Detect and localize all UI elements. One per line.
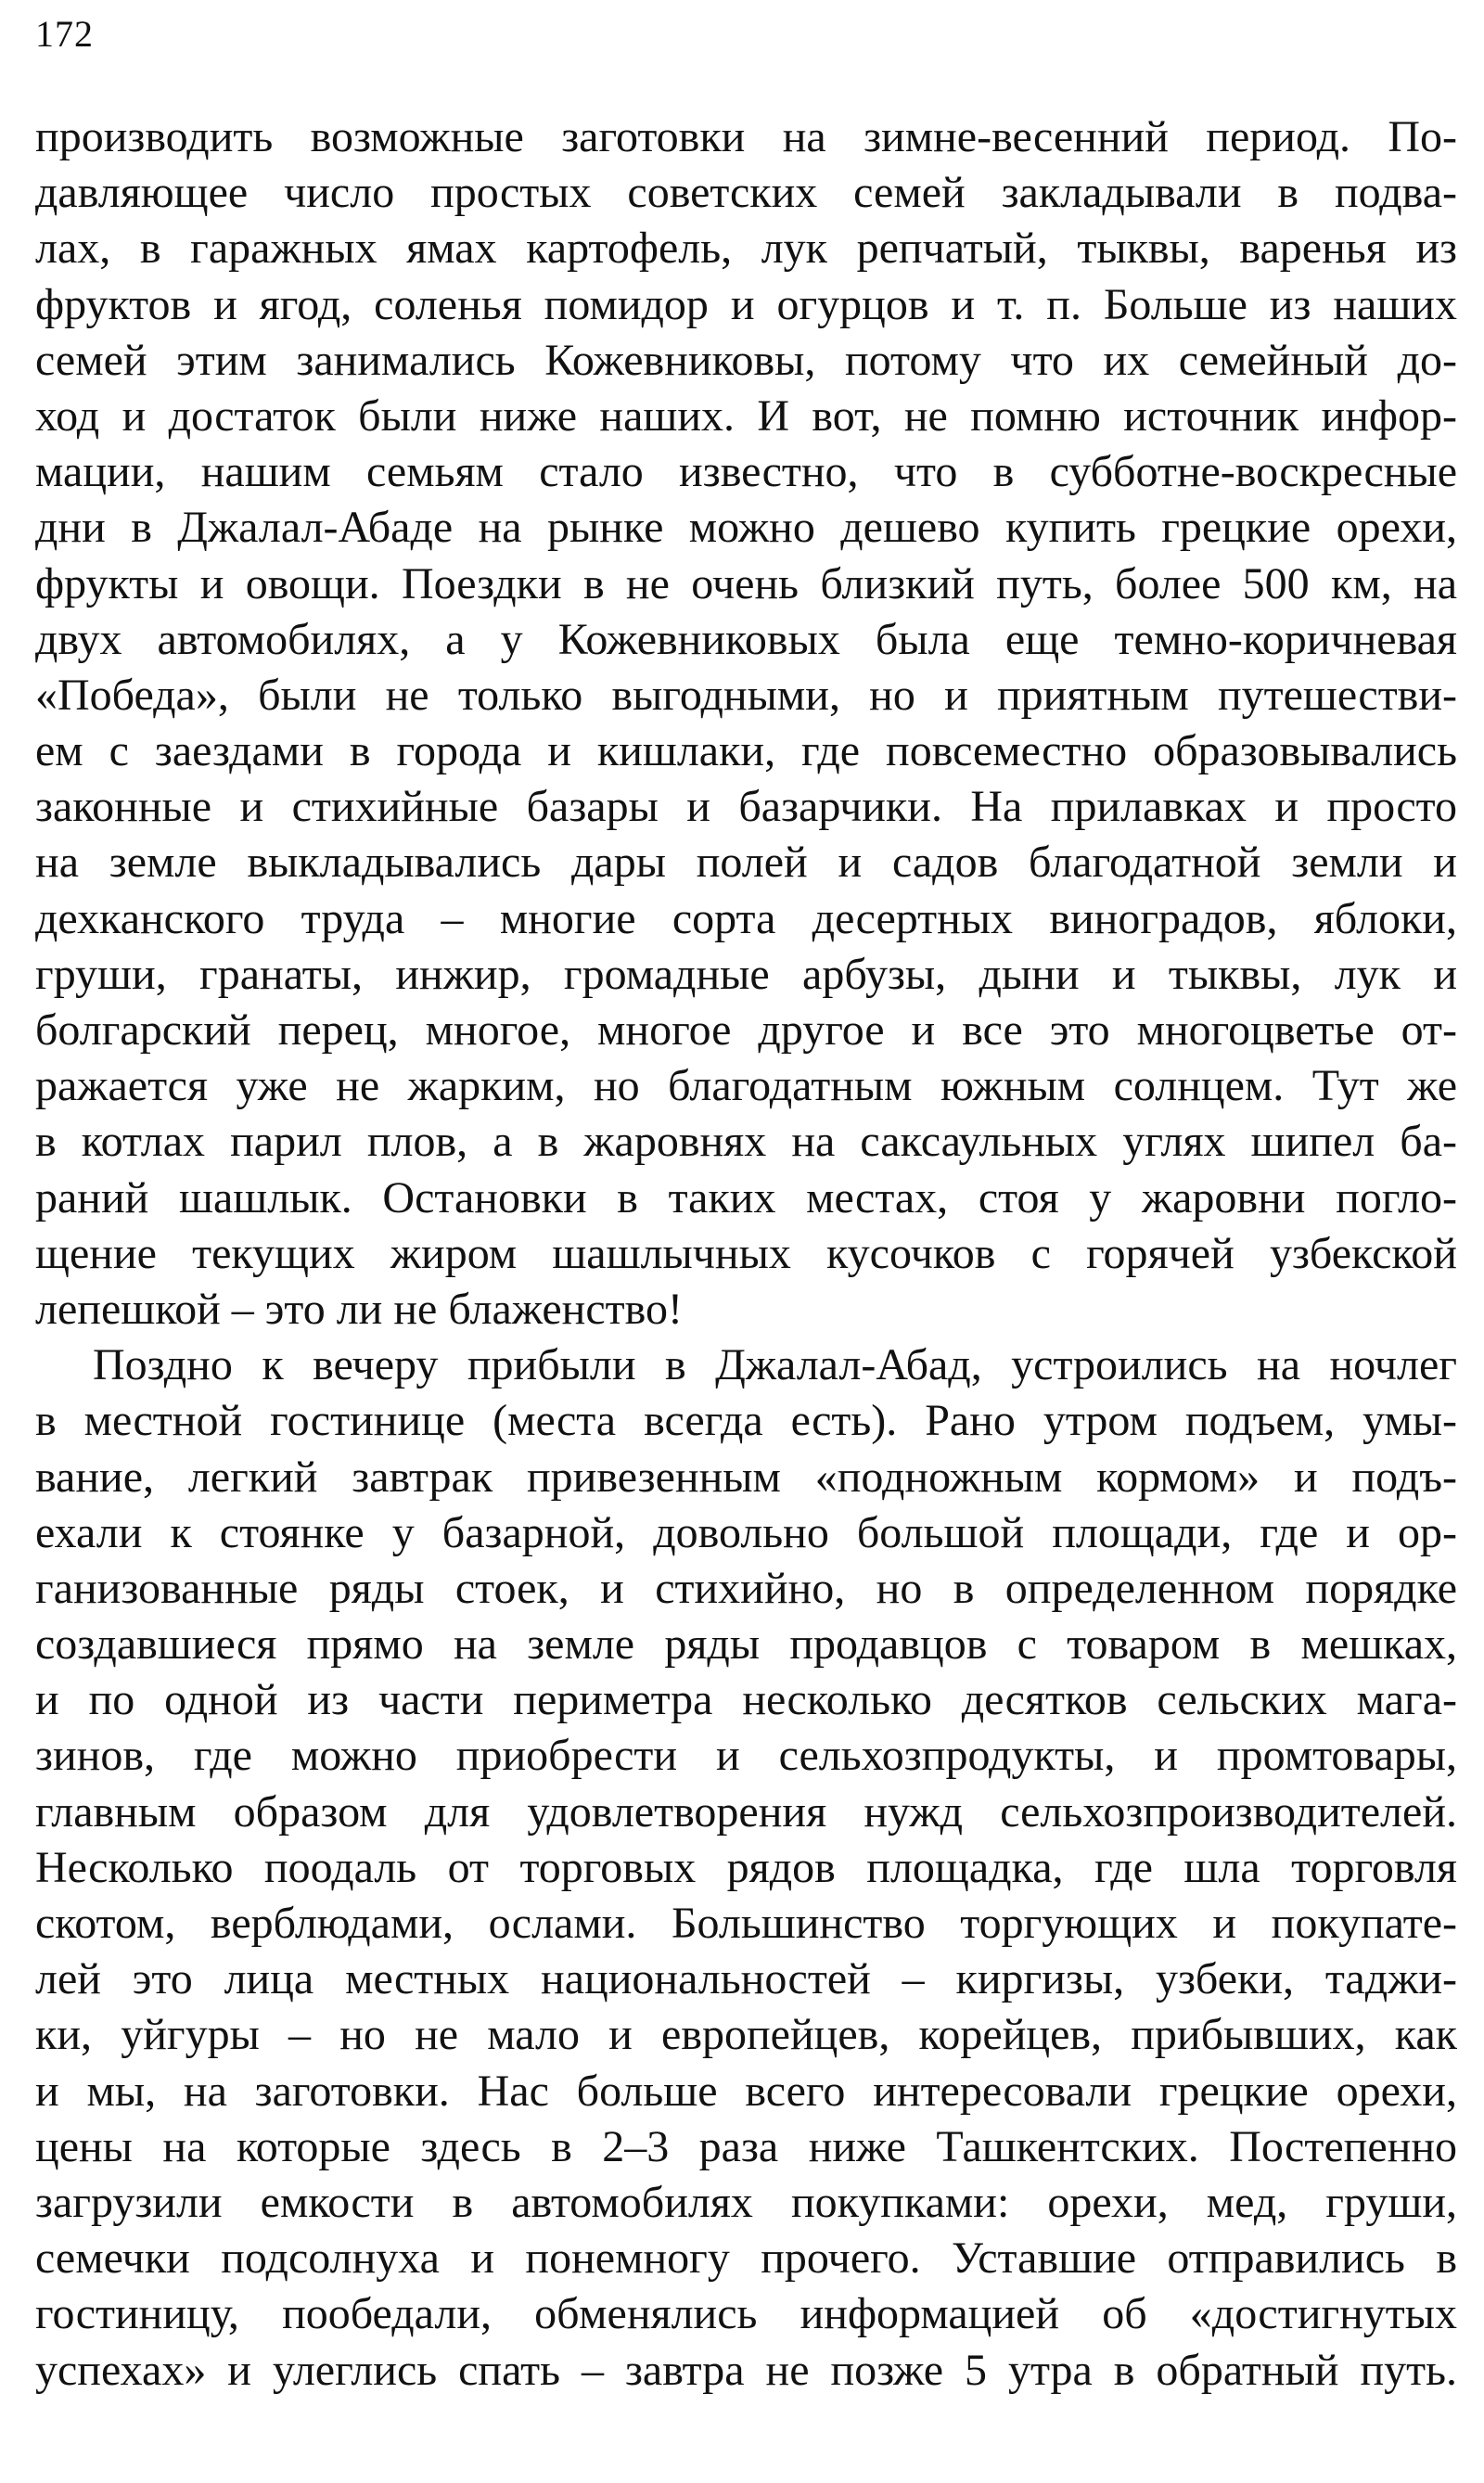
text-line: ганизованные ряды стоек, и стихийно, но в определенном порядке: [35, 1563, 1457, 1613]
text-line: фрукты и овощи. Поездки в не очень близкий путь, более 500 км, на: [35, 558, 1457, 608]
text-line: создавшиеся прямо на земле ряды продавцов с товаром в мешках,: [35, 1619, 1457, 1670]
text-line: загрузили емкости в автомобилях покупками: орехи, мед, груши,: [35, 2177, 1457, 2227]
text-line: Несколько поодаль от торговых рядов площадка, где шла торговля: [35, 1842, 1457, 1892]
page-number: 172: [35, 13, 94, 55]
text-line: семечки подсолнуха и понемногу прочего. Уставшие отправились в: [35, 2233, 1457, 2284]
text-line: гостиницу, пообедали, обменялись информацией об «достигнутых: [35, 2289, 1457, 2339]
text-line: вание, легкий завтрак привезенным «подножным кормом» и подъ-: [35, 1452, 1457, 1502]
text-line: ход и достаток были ниже наших. И вот, не помню источник инфор-: [35, 390, 1457, 441]
text-line: двух автомобилях, а у Кожевниковых была еще темно-коричневая: [35, 614, 1457, 664]
text-line: и по одной из части периметра несколько десятков сельских мага-: [35, 1675, 1457, 1725]
text-line: ки, уйгуры – но не мало и европейцев, корейцев, прибывших, как: [35, 2010, 1457, 2060]
text-line: дни в Джалал-Абаде на рынке можно дешево купить грецкие орехи,: [35, 503, 1457, 553]
text-line: в котлах парил плов, а в жаровнях на саксаульных углях шипел ба-: [35, 1117, 1457, 1167]
text-line: лах, в гаражных ямах картофель, лук репчатый, тыквы, варенья из: [35, 224, 1457, 274]
text-line: ем с заездами в города и кишлаки, где повсеместно образовывались: [35, 726, 1457, 776]
text-line: ражается уже не жарким, но благодатным южным солнцем. Тут же: [35, 1061, 1457, 1111]
text-line: скотом, верблюдами, ослами. Большинство торгующих и покупате-: [35, 1899, 1457, 1948]
text-line: производить возможные заготовки на зимне-весенний период. По-: [35, 112, 1457, 161]
text-line: мации, нашим семьям стало известно, что в субботне-воскресные: [35, 447, 1457, 497]
text-line: лей это лица местных национальностей – киргизы, узбеки, таджи-: [35, 1954, 1457, 2004]
text-line: семей этим занимались Кожевниковы, потому что их семейный до-: [35, 335, 1457, 385]
text-line: главным образом для удовлетворения нужд сельхозпроизводителей.: [35, 1786, 1457, 1837]
paragraph-2: [35, 1337, 1457, 2399]
text-line: щение текущих жиром шашлычных кусочков с горячей узбекской: [35, 1228, 1457, 1278]
text-line: раний шашлык. Остановки в таких местах, стоя у жаровни погло-: [35, 1172, 1457, 1222]
text-line: и мы, на заготовки. Нас больше всего интересовали грецкие орехи,: [35, 2066, 1457, 2116]
text-line: в местной гостинице (места всегда есть). Рано утром подъем, умы-: [35, 1396, 1457, 1446]
text-line: успехах» и улеглись спать – завтра не позже 5 утра в обратный путь.: [35, 2345, 1457, 2395]
text-line: ехали к стоянке у базарной, довольно большой площади, где и ор-: [35, 1507, 1457, 1557]
text-line: цены на которые здесь в 2–3 раза ниже Ташкентских. Постепенно: [35, 2121, 1457, 2171]
text-line: давляющее число простых советских семей закладывали в подва-: [35, 168, 1457, 218]
body-text: [35, 109, 1457, 2399]
text-line: законные и стихийные базары и базарчики. На прилавках и просто: [35, 782, 1457, 832]
text-line: Поздно к вечеру прибыли в Джалал-Абад, устроились на ночлег: [93, 1340, 1457, 1390]
text-line: зинов, где можно приобрести и сельхозпродукты, и промтовары,: [35, 1731, 1457, 1781]
text-line: болгарский перец, многое, многое другое и все это многоцветье от-: [35, 1005, 1457, 1055]
paragraph-1: [35, 109, 1457, 1337]
text-line: «Победа», были не только выгодными, но и приятным путешестви-: [35, 670, 1457, 720]
text-line: лепешкой – это ли не блаженство!: [35, 1284, 683, 1334]
text-line: дехканского труда – многие сорта десертных виноградов, яблоки,: [35, 893, 1457, 943]
text-line: фруктов и ягод, соленья помидор и огурцов и т. п. Больше из наших: [35, 279, 1457, 329]
text-line: груши, гранаты, инжир, громадные арбузы, дыни и тыквы, лук и: [35, 949, 1457, 999]
text-line: на земле выкладывались дары полей и садов благодатной земли и: [35, 838, 1457, 888]
